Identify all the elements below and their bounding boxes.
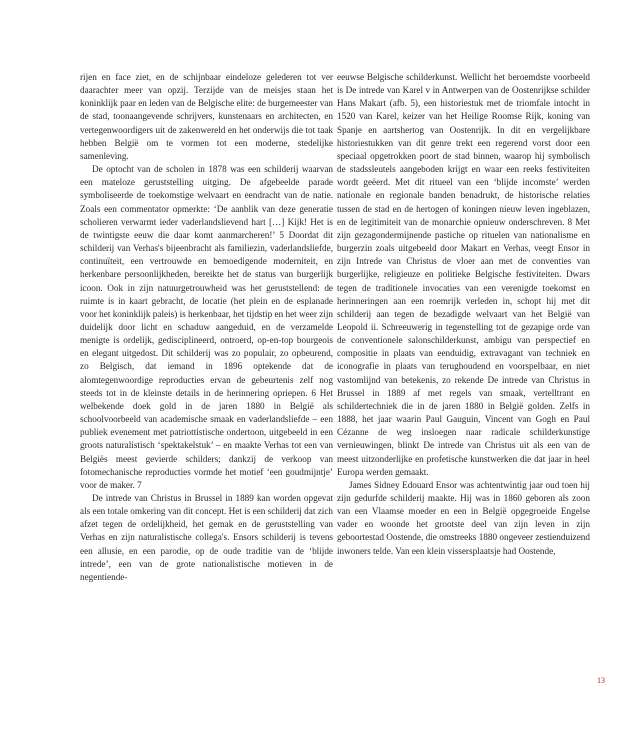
paragraph: De optocht van de scholen in 1878 was een schilderij waarvan een mateloze geruststelling uitging. De afgebeelde parade symboliseerde de toekomstige welvaart en eendracht van de natie. Zoals een commentator opmerkte: ‘De aanblik van deze generatie scholieren verwarmt ieder vaderlandslievend hart […] Kijk! Het is de twintigste eeuw die daar komt aanmarcheren!’ 5 Doordat dit schilderij van Verhas's bijeenbracht als familiezin, vaderlandsliefde, continuïteit, een vertrouwde en bemoedigende moderniteit, en herkenbare persoonlijkheden, bereikte het de status van burgerlijk icoon. Ook in zijn natuurgetrouwheid was het geruststellend: de ruimte is in kaart gebracht, de locatie (het plein en de esplanade voor het koninklijk paleis) is herkenbaar, het tijdstip en het weer zijn duidelijk door licht en schaduw aangeduid, en de verzamelde menigte is ordelijk, gedisciplineerd, ontroerd, op-en-top bourgeois en elegant uitgedost. Dit schilderij was zo populair, zo opbeurend, zo Belgisch, dat iemand in 1896 optekende dat de alomtegenwoordige reproducties ervan de gebeurtenis zelf nog steeds tot in de kleinste details in de herinnering opriepen. 6 Het welbekende doek gold in de jaren 1880 in België als schoolvoorbeeld van academische smaak en vaderlandsliefde – een publiek evenement met patriottistische ondertoon, uitgebeeld in een groots naturalistisch ‘spektakelstuk’ – en maakte Verhas tot een van Belgiës meest gevierde schilders; dankzij de verkoop van fotomechanische reproducties vormde het motief ‘een goudmijntje’ voor de maker. 7 (80, 164, 333, 490)
paragraph: De intrede van Christus in Brussel in 1889 kan worden opgevat als een totale omkering van dit concept. Het is een schilderij dat zich afzet tegen de ordelijkheid, het gemak en de geruststelling van Verhas en zijn naturalistische collega's. Ensors schilderij is tevens een allusie, en een parodie, op de oude traditie van de ‘blijde intrede’, een van de grote nationalistische motieven in de negentiende- (80, 493, 333, 582)
paragraph: James Sidney Edouard Ensor was achtentwintig jaar oud toen hij zijn gedurfde schilderij maakte. Hij was in 1860 geboren als zoon van een Vlaamse moeder en een in België opgegroeide Engelse vader en woonde het grootste deel van zijn leven in zijn geboortestad Oostende, die omstreeks 1880 ongeveer zestienduizend inwoners telde. Van een klein vissersplaatsje had Oostende, (337, 479, 590, 556)
page-number: 13 (597, 676, 605, 685)
right-text-column (337, 71, 590, 558)
paragraph: rijen en face ziet, en de schijnbaar eindeloze gelederen tot ver daarachter meer van opzij. Terzijde van de meisjes staan het koninklijk paar en leden van de Belgische elite: de burgemeester van de stad, toonaangevende schrijvers, kunstenaars en architecten, en vertegenwoordigers uit de zakenwereld en het onderwijs die tot taak hebben België om te vormen tot een moderne, stedelijke samenleving. (80, 72, 333, 161)
left-text-column (80, 71, 333, 584)
paragraph: eeuwse Belgische schilderkunst. Wellicht het beroemdste voorbeeld is De intrede van Karel v in Antwerpen van de Oostenrijkse schilder Hans Makart (afb. 5), een historiestuk met de triomfale intocht in 1520 van Karel, keizer van het Heilige Roomse Rijk, koning van Spanje en aartshertog van Oostenrijk. In dit en vergelijkbare historiestukken van dit genre trekt een regerend vorst door een speciaal opgetrokken poort de stad binnen, waarop hij symbolisch de stadssleutels aangeboden krijgt en waar een reeks festiviteiten wordt geëerd. Met dit ritueel van een ‘blijde incomste’ werden nationale en regionale banden benadrukt, de historische relaties tussen de stad en de hertogen of koningen nieuw leven ingeblazen, en de legitimiteit van de monarchie opnieuw onderschreven. 8 Met zijn gezagondermijnende pastiche op rituelen van nationalisme en burgerzin zoals uitgebeeld door Makart en Verhas, veegt Ensor in zijn Intrede van Christus de vloer aan met de conventies van burgerlijke, religieuze en politieke Belgische festiviteiten. Dwars tegen de traditionele invocaties van een verenigde toekomst en herinneringen aan een roemrijk verleden in, schopt hij met dit schilderij aan tegen de bezadigde welvaart van het België van Leopold ii. Schreeuwerig in tegenstelling tot de gezapige orde van de conventionele salonschilderkunst, ambigu van perspectief en compositie in plaats van eenduidig, extravagant van techniek en iconografie in plaats van terughoudend en voorspelbaar, en niet vastomlijnd van betekenis, zo rekende De intrede van Christus in Brussel in 1889 af met regels van smaak, vertelltrant en schildertechniek die in de jaren 1880 in België golden. Zelfs in 1888, het jaar waarin Paul Gauguin, Vincent van Gogh en Paul Cézanne de weg insloegen naar radicale schilderkunstige vernieuwingen, blinkt De intrede van Christus uit als een van de meest uitzonderlijke en profetische kunstwerken die dat jaar in heel Europa werden gemaakt. (337, 72, 590, 477)
